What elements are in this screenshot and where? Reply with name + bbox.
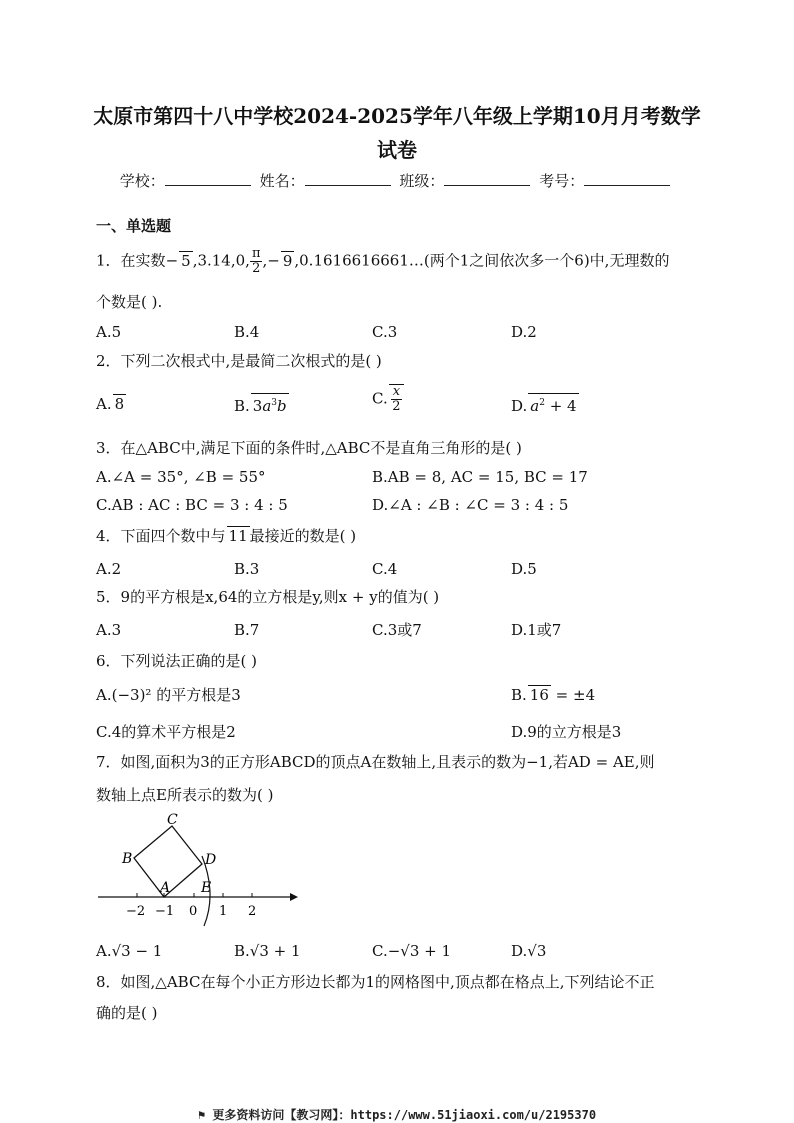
question-7: 7．如图,面积为3的正方形ABCD的顶点A在数轴上,且表示的数为−1,若AD = AE,则	[96, 753, 655, 771]
q2-option-d[interactable]: D. $a^2 + 4$	[511, 393, 579, 417]
label-a: A	[160, 880, 171, 896]
q4-option-a[interactable]: A.2	[96, 560, 122, 578]
q2-option-b[interactable]: B. $3a^3b$	[234, 393, 289, 417]
flag-icon: ⚑	[197, 1108, 206, 1122]
exam-title-line2: 试卷	[377, 138, 417, 162]
label-b: B	[122, 851, 133, 867]
question-5: 5．9的平方根是x,64的立方根是y,则x + y的值为( )	[96, 588, 440, 606]
class-label: 班级：	[399, 172, 445, 190]
q1-tail: ,0.1616616661…(两个1之间依次多一个6)中,无理数的	[294, 251, 670, 270]
label-neg2: −2	[126, 904, 146, 919]
q7-option-d[interactable]: D.√3	[511, 942, 547, 960]
class-blank[interactable]	[444, 171, 530, 186]
q4-option-c[interactable]: C.4	[372, 560, 398, 578]
school-label: 学校：	[119, 172, 165, 190]
exam-title-line1: 太原市第四十八中学校2024-2025学年八年级上学期10月月考数学	[93, 104, 701, 128]
q1-number: 1．	[96, 251, 121, 270]
q7-figure	[92, 808, 302, 936]
name-label: 姓名：	[259, 172, 305, 190]
q1-mid: ,3.14,0,	[192, 251, 250, 270]
q6-option-d[interactable]: D.9的立方根是3	[511, 723, 622, 741]
exam-number-label: 考号：	[539, 172, 585, 190]
q1-option-d[interactable]: D.2	[511, 323, 537, 341]
number-line-arrow	[290, 893, 298, 901]
q5-option-d[interactable]: D.1或7	[511, 621, 562, 639]
question-8-line2: 确的是( )	[96, 1004, 158, 1022]
q6-option-b[interactable]: B. 16 = ±4	[511, 686, 596, 704]
q6-option-c[interactable]: C.4的算术平方根是2	[96, 723, 236, 741]
q7-option-c[interactable]: C.−√3 + 1	[372, 942, 452, 960]
footer-text: 更多资料访问【教习网】：https://www.51jiaoxi.com/u/2195370	[212, 1108, 597, 1122]
question-2: 2．下列二次根式中,是最简二次根式的是( )	[96, 352, 382, 370]
q1-option-c[interactable]: C.3	[372, 323, 398, 341]
q3-option-c[interactable]: C.AB : AC : BC = 3 : 4 : 5	[96, 496, 288, 514]
question-6: 6．下列说法正确的是( )	[96, 652, 258, 670]
q6-option-a[interactable]: A.(−3)² 的平方根是3	[96, 686, 241, 704]
exam-number-blank[interactable]	[584, 171, 670, 186]
q1-option-b[interactable]: B.4	[234, 323, 260, 341]
q3-option-a[interactable]: A.∠A = 35°, ∠B = 55°	[96, 468, 266, 486]
q3-option-d[interactable]: D.∠A : ∠B : ∠C = 3 : 4 : 5	[372, 496, 569, 514]
question-1-line2: 个数是( ).	[96, 293, 163, 311]
q1-pre: 在实数	[120, 251, 166, 270]
question-3: 3．在△ABC中,满足下面的条件时,△ABC不是直角三角形的是( )	[96, 439, 522, 457]
footer-link[interactable]	[0, 1106, 794, 1123]
label-neg1: −1	[155, 904, 175, 919]
label-c: C	[167, 812, 178, 828]
q2-option-c[interactable]: C. $\frac{x}{2}$	[372, 384, 404, 414]
name-blank[interactable]	[305, 171, 391, 186]
question-7-line2: 数轴上点E所表示的数为( )	[96, 786, 274, 804]
q1-pi-fraction: $\frac{\pi}{2}$	[251, 246, 261, 276]
label-2: 2	[248, 904, 257, 919]
question-1: 1．在实数− 5 ,3.14,0, $\frac{\pi}{2}$ ,− 9 ,0.1616616661…(两个1之间依次多一个6)中,无理数的	[96, 246, 670, 276]
q3-option-b[interactable]: B.AB = 8, AC = 15, BC = 17	[372, 468, 588, 486]
label-1: 1	[219, 904, 228, 919]
question-4: 4．下面四个数中与 11 最接近的数是( )	[96, 527, 357, 545]
q7-option-b[interactable]: B.√3 + 1	[234, 942, 301, 960]
question-8: 8．如图,△ABC在每个小正方形边长都为1的网格图中,顶点都在格点上,下列结论不正	[96, 973, 655, 991]
q5-option-b[interactable]: B.7	[234, 621, 260, 639]
q1-option-a[interactable]: A.5	[96, 323, 122, 341]
student-info-row	[0, 170, 794, 191]
section-heading: 一、单选题	[96, 217, 172, 235]
q7-option-a[interactable]: A.√3 − 1	[96, 942, 163, 960]
q4-option-b[interactable]: B.3	[234, 560, 260, 578]
label-d: D	[205, 852, 217, 868]
q4-option-d[interactable]: D.5	[511, 560, 537, 578]
q2-option-a[interactable]: A. 8	[96, 395, 125, 413]
label-e: E	[201, 880, 212, 896]
q5-option-c[interactable]: C.3或7	[372, 621, 422, 639]
label-0: 0	[189, 904, 198, 919]
school-blank[interactable]	[165, 171, 251, 186]
q5-option-a[interactable]: A.3	[96, 621, 122, 639]
